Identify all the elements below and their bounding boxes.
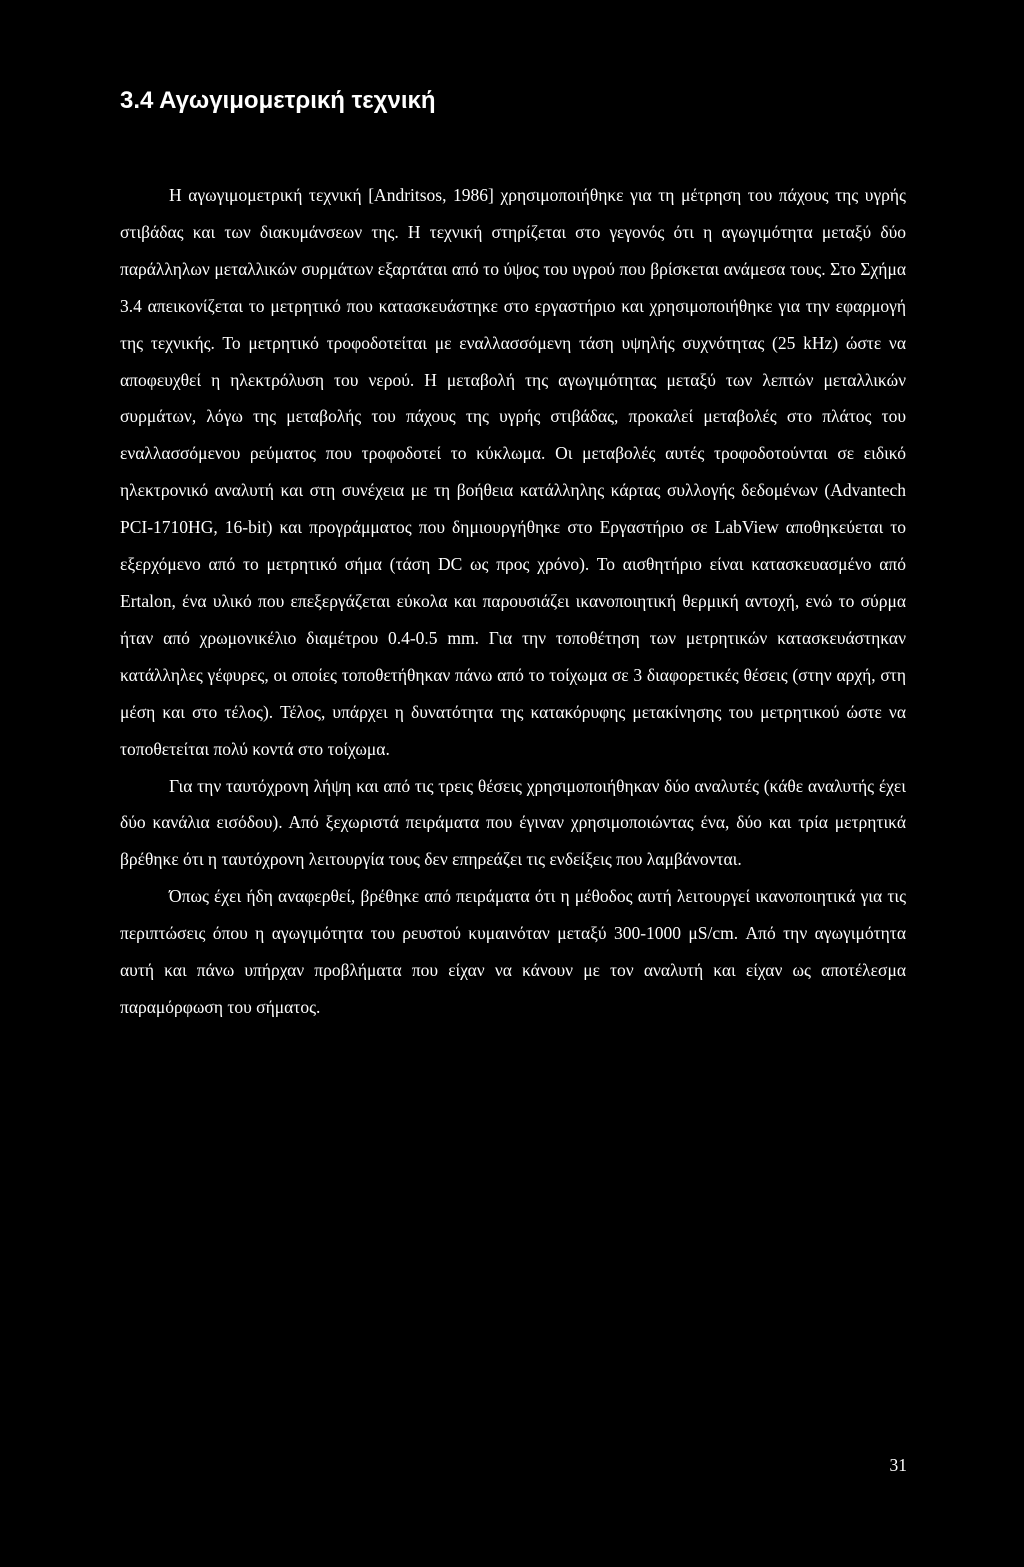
body-text bbox=[120, 177, 906, 1026]
paragraph-2: Για την ταυτόχρονη λήψη και από τις τρεις θέσεις χρησιμοποιήθηκαν δύο αναλυτές (κάθε αναλυτής έχει δύο κανάλια εισόδου). Από ξεχωριστά πειράματα που έγιναν χρησιμοποιώντας ένα, δύο και τρία μετρητικά βρέθηκε ότι η ταυτόχρονη λειτουργία τους δεν επηρεάζει τις ενδείξεις που λαμβάνονται. bbox=[120, 775, 906, 870]
page-number: 31 bbox=[889, 1455, 907, 1475]
paragraph-3: Όπως έχει ήδη αναφερθεί, βρέθηκε από πειράματα ότι η μέθοδος αυτή λειτουργεί ικανοποιητικά για τις περιπτώσεις όπου η αγωγιμότητα του ρευστού κυμαινόταν μεταξύ 300-1000 μS/cm. Από την αγωγιμότητα αυτή και πάνω υπήρχαν προβλήματα που είχαν να κάνουν με τον αναλυτή και είχαν ως αποτέλεσμα παραμόρφωση του σήματος. bbox=[120, 886, 906, 1017]
section-title: 3.4 Αγωγιμομετρική τεχνική bbox=[120, 87, 436, 114]
paragraph-1: Η αγωγιμομετρική τεχνική [Andritsos, 1986] χρησιμοποιήθηκε για τη μέτρηση του πάχους της υγρής στιβάδας και των διακυμάνσεων της. Η τεχνική στηρίζεται στο γεγονός ότι η αγωγιμότητα μεταξύ δύο παράλληλων μεταλλικών συρμάτων εξαρτάται από το ύψος του υγρού που βρίσκεται ανάμεσα τους. Στο Σχήμα 3.4 απεικονίζεται το μετρητικό που κατασκευάστηκε στο εργαστήριο και χρησιμοποιήθηκε για την εφαρμογή της τεχνικής. Το μετρητικό τροφοδοτείται με εναλλασσόμενη τάση υψηλής συχνότητας (25 kHz) ώστε να αποφευχθεί η ηλεκτρόλυση του νερού. Η μεταβολή της αγωγιμότητας μεταξύ των λεπτών μεταλλικών συρμάτων, λόγω της μεταβολής του πάχους της υγρής στιβάδας, προκαλεί μεταβολές στο πλάτος του εναλλασσόμενου ρεύματος που τροφοδοτεί το κύκλωμα. Οι μεταβολές αυτές τροφοδοτούνται σε ειδικό ηλεκτρονικό αναλυτή και στη συνέχεια με τη βοήθεια κατάλληλης κάρτας συλλογής δεδομένων (Advantech PCI-1710HG, 16-bit) και προγράμματος που δημιουργήθηκε στο Εργαστήριο σε LabView αποθηκεύεται το εξερχόμενο από το μετρητικό σήμα (τάση DC ως προς χρόνο). Το αισθητήριο είναι κατασκευασμένο από Ertalon, ένα υλικό που επεξεργάζεται εύκολα και παρουσιάζει ικανοποιητική θερμική αντοχή, ενώ το σύρμα ήταν από χρωμονικέλιο διαμέτρου 0.4-0.5 mm. Για την τοποθέτηση των μετρητικών κατασκευάστηκαν κατάλληλες γέφυρες, οι οποίες τοποθετήθηκαν πάνω από το τοίχωμα σε 3 διαφορετικές θέσεις (στην αρχή, στη μέση και στο τέλος). Τέλος, υπάρχει η δυνατότητα της κατακόρυφης μετακίνησης του μετρητικού ώστε να τοποθετείται πολύ κοντά στο τοίχωμα. bbox=[120, 185, 906, 759]
